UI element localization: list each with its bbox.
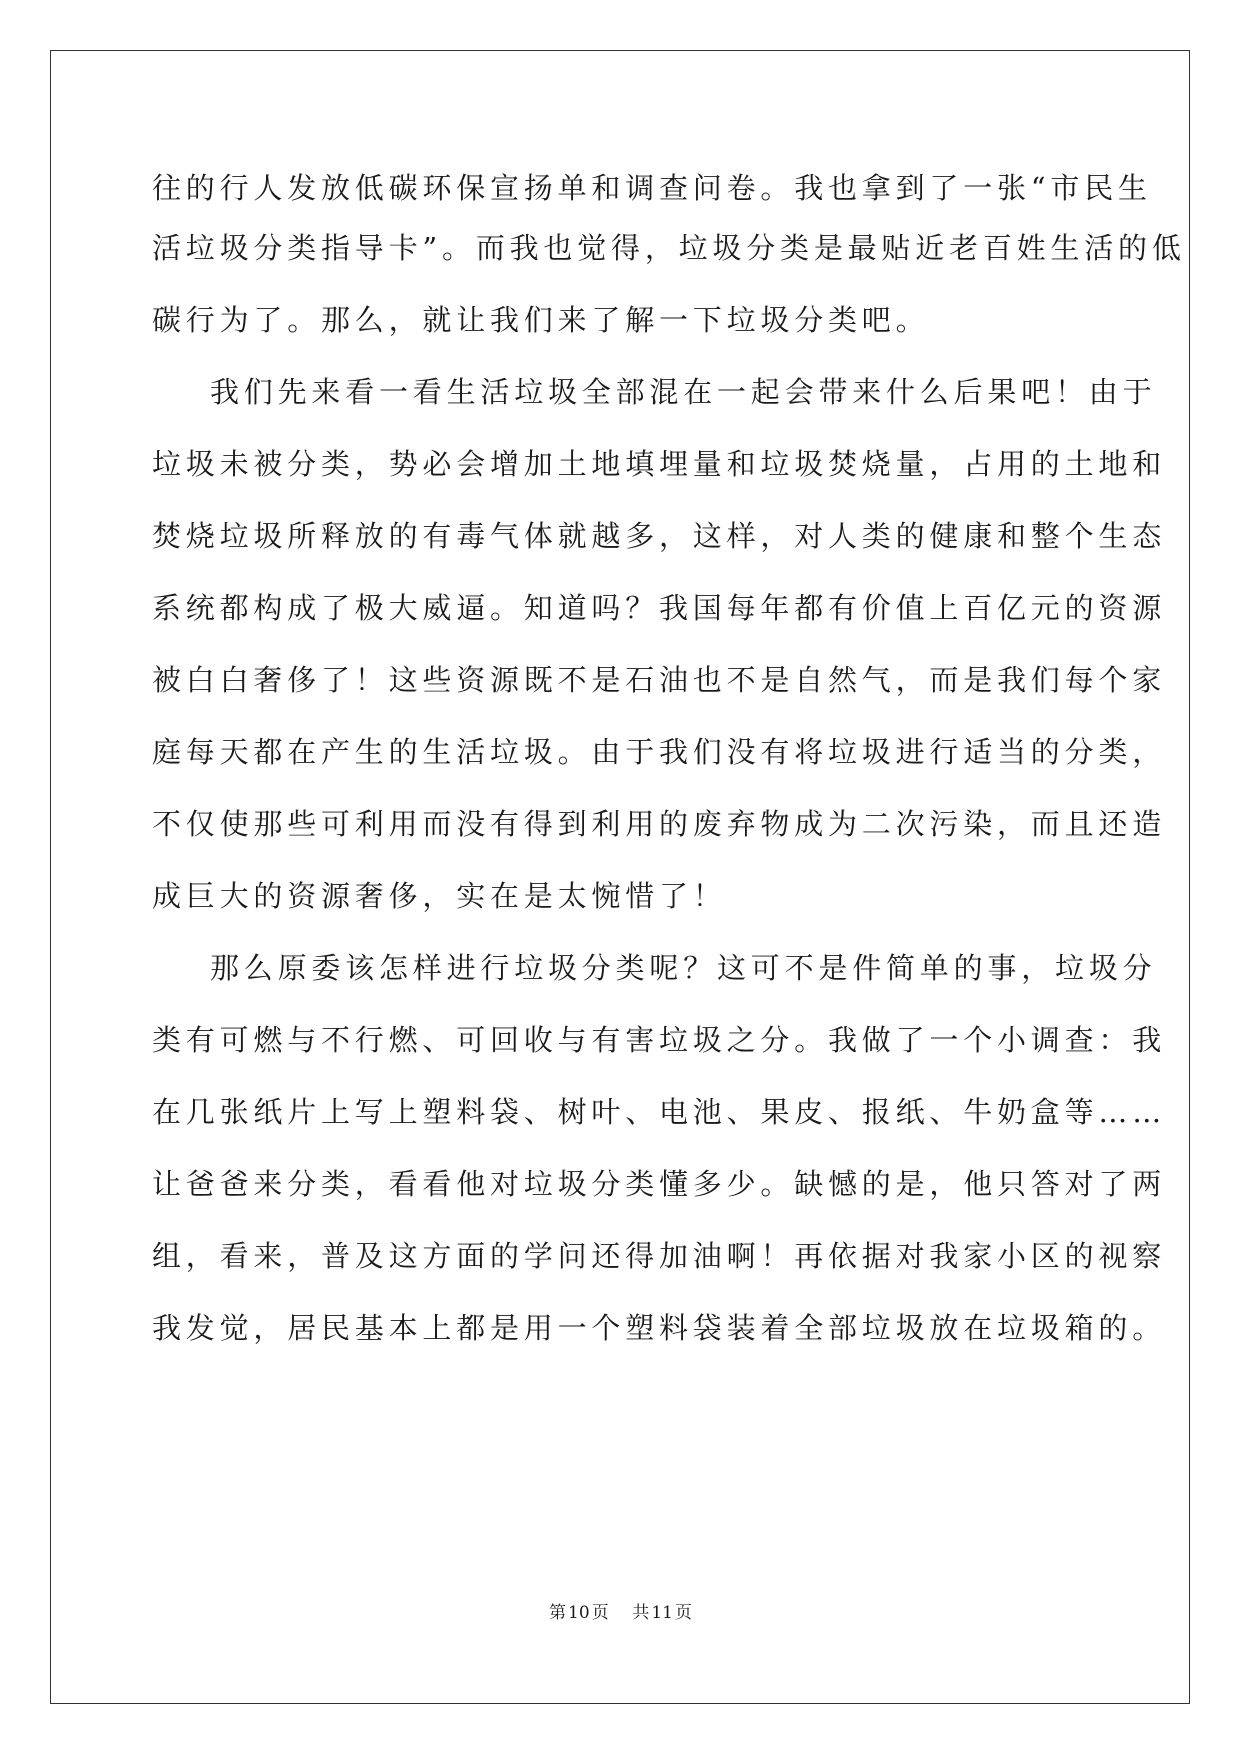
text-line: 组，看来，普及这方面的学问还得加油啊！再依据对我家小区的视察: [152, 1239, 1167, 1273]
text-line: 不仅使那些可利用而没有得到利用的废弃物成为二次污染，而且还造: [152, 807, 1167, 841]
text-line: 系统都构成了极大威逼。知道吗？我国每年都有价值上百亿元的资源: [152, 591, 1167, 625]
paragraph-first-line: 那么原委该怎样进行垃圾分类呢？这可不是件简单的事，垃圾分: [210, 951, 1157, 985]
text-line: 往的行人发放低碳环保宣扬单和调查问卷。我也拿到了一张“市民生: [152, 171, 1152, 205]
paragraph-first-line: 我们先来看一看生活垃圾全部混在一起会带来什么后果吧！由于: [210, 375, 1157, 409]
page-footer: [0, 1601, 1241, 1625]
text-line: 庭每天都在产生的生活垃圾。由于我们没有将垃圾进行适当的分类，: [152, 735, 1167, 769]
text-line: 在几张纸片上写上塑料袋、树叶、电池、果皮、报纸、牛奶盒等……: [152, 1095, 1167, 1129]
total-suffix: 页: [674, 1603, 692, 1623]
page-suffix: 页: [591, 1603, 609, 1623]
text-line: 垃圾未被分类，势必会增加土地填埋量和垃圾焚烧量，占用的土地和: [152, 447, 1167, 481]
text-line: 让爸爸来分类，看看他对垃圾分类懂多少。缺憾的是，他只答对了两: [152, 1167, 1167, 1201]
page-prefix: 第: [549, 1603, 567, 1623]
text-line: 我发觉，居民基本上都是用一个塑料袋装着全部垃圾放在垃圾箱的。: [152, 1311, 1167, 1345]
text-line: 成巨大的资源奢侈，实在是太惋惜了！: [152, 879, 727, 913]
text-line: 活垃圾分类指导卡”。而我也觉得，垃圾分类是最贴近老百姓生活的低: [152, 231, 1186, 265]
text-line: 被白白奢侈了！这些资源既不是石油也不是自然气，而是我们每个家: [152, 663, 1167, 697]
page-number: 10: [568, 1603, 590, 1623]
text-line: 类有可燃与不行燃、可回收与有害垃圾之分。我做了一个小调查：我: [152, 1023, 1167, 1057]
total-prefix: 共: [632, 1603, 650, 1623]
text-line: 焚烧垃圾所释放的有毒气体就越多，这样，对人类的健康和整个生态: [152, 519, 1167, 553]
text-line: 碳行为了。那么，就让我们来了解一下垃圾分类吧。: [152, 303, 930, 337]
total-pages: 11: [651, 1603, 673, 1623]
